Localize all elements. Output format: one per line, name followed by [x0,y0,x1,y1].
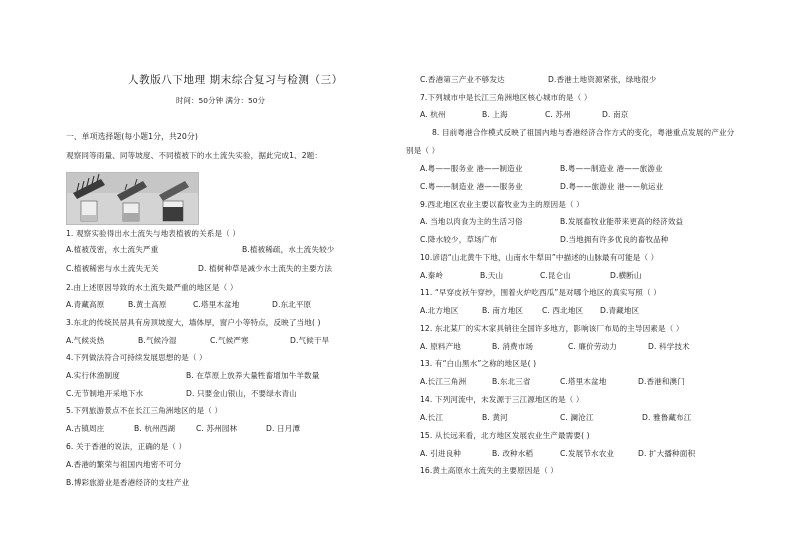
q12-option-c: C. 廉价劳动力 [568,342,617,351]
q6-option-c: C.香港第三产业不够发达 [420,75,505,84]
q4-option-a: A.实行休渔制度 [66,371,120,380]
q15-option-d: D. 扩大播种面积 [638,449,696,458]
q8-option-a: A.粤——服务业 港——制造业 [420,164,523,173]
erosion-experiment-photo [66,172,199,225]
question-7: 7.下列城市中是长江三角洲地区核心城市的是（ ） [420,93,592,102]
question-8-cont: 别是（ ） [406,146,440,155]
q13-option-c: C.塔里木盆地 [560,377,607,386]
question-8: 8. 目前粤港合作模式反映了祖国内地与香港经济合作方式的变化，粤港重点发展的产业分 [432,128,735,137]
question-11: 11. “早穿皮袄午穿纱，围着火炉吃西瓜”是对哪个地区的真实写照（ ） [420,288,661,297]
q1-option-b: B.植被稀疏，水土流失较少 [242,245,335,254]
q3-option-d: D.气候干旱 [290,336,330,345]
q10-option-d: D.横断山 [610,271,642,280]
q4-option-b: B. 在草原上放养大量牲畜增加牛羊数量 [186,371,320,380]
q9-option-a: A. 当地以肉食为主的生活习俗 [420,217,523,226]
q5-option-d: D. 日月潭 [266,424,301,433]
q3-option-a: A.气候炎热 [66,336,105,345]
q15-option-a: A. 引进良种 [420,449,461,458]
question-3: 3.东北的传统民居具有房顶坡度大，墙体厚，窗户小等特点，反映了当地( ) [66,318,321,327]
question-2: 2.由上述原因导致的水土流失最严重的地区是（ ） [66,283,238,292]
exam-time-score: 时间：50分钟 满分：50分 [176,96,266,105]
q14-option-d: D. 雅鲁藏布江 [642,413,692,422]
question-10: 10.谚语“山北黄牛下地，山南水牛犁田”中描述的山脉最有可能是（ ） [420,253,659,262]
q8-option-c: C.粤——制造业 港——服务业 [420,182,523,191]
question-5: 5.下列旅游景点不在长江三角洲地区的是（ ） [66,406,223,415]
q5-option-c: C. 苏州园林 [196,424,238,433]
question-6: 6. 关于香港的说法，正确的是（ ） [66,442,187,451]
q2-option-d: D.东北平原 [272,300,312,309]
q9-option-c: C.降水较少，草场广布 [420,235,498,244]
q11-option-a: A.北方地区 [420,306,459,315]
exam-title: 人教版八下地理 期末综合复习与检测（三） [128,74,343,86]
q9-option-d: D.当地拥有许多优良的畜牧品种 [560,235,669,244]
q7-option-d: D. 南京 [602,110,629,119]
q15-option-c: C.发展节水农业 [560,449,615,458]
question-intro: 观察同等雨量、同等坡度、不同植被下的水土流失实验，据此完成1、2题： [66,151,323,160]
section-heading: 一、单项选择题(每小题1分，共20分) [66,132,199,141]
q13-option-b: B.东北三省 [492,377,531,386]
q6-option-d: D.香港土地资源紧张，绿地很少 [548,75,657,84]
q14-option-a: A.长江 [420,413,444,422]
q5-option-a: A.古镇周庄 [66,424,105,433]
q6-option-b: B.博彩旅游业是香港经济的支柱产业 [66,478,190,487]
q10-option-b: B.天山 [480,271,504,280]
q5-option-b: B. 杭州西湖 [134,424,176,433]
q10-option-c: C.昆仑山 [540,271,571,280]
q14-option-b: B. 黄河 [482,413,508,422]
question-14: 14. 下列河流中，未发源于三江源地区的是（ ） [420,395,584,404]
q9-option-b: B.发展畜牧业能带来更高的经济效益 [560,217,684,226]
q1-option-c: C.植被稀密与水土流失无关 [66,264,159,273]
q8-option-b: B.粤——制造业 港——旅游业 [560,164,663,173]
q13-option-a: A.长江三角洲 [420,377,467,386]
q4-option-d: D. 只要金山银山，不要绿水青山 [186,389,297,398]
q3-option-b: B.气候冷湿 [138,336,177,345]
question-1: 1. 观察实验得出水土流失与地表植被的关系是（ ） [66,229,241,238]
q2-option-b: B.黄土高原 [128,300,167,309]
q2-option-c: C.塔里木盆地 [193,300,240,309]
q6-option-a: A.香港的繁荣与祖国内地密不可分 [66,460,182,469]
q11-option-c: C. 西北地区 [542,306,584,315]
q7-option-b: B. 上海 [482,110,508,119]
q2-option-a: A.青藏高原 [66,300,105,309]
q12-option-a: A. 原料产地 [420,342,461,351]
q7-option-c: C. 苏州 [545,110,571,119]
q11-option-d: D.青藏地区 [600,306,640,315]
question-12: 12. 东北某厂的实木家具销往全国许多地方，影响该厂布局的主导因素是（ ） [420,324,684,333]
q1-option-a: A.植被茂密，水土流失严重 [66,245,159,254]
q12-option-b: B. 消费市场 [492,342,534,351]
q14-option-c: C. 澜沧江 [560,413,594,422]
q4-option-c: C.无节制地开采地下水 [66,389,144,398]
q3-option-c: C.气候严寒 [210,336,249,345]
question-15: 15. 从长远来看，北方地区发展农业生产最需要( ) [420,431,590,440]
q8-option-d: D.粤——旅游业 港——航运业 [560,182,664,191]
q13-option-d: D.香港和澳门 [638,377,685,386]
q10-option-a: A.秦岭 [420,271,444,280]
question-13: 13. 有“白山黑水”之称的地区是( ) [420,359,537,368]
q1-option-d: D. 植树种草是减少水土流失的主要方法 [198,264,333,273]
q15-option-b: B. 改种水稻 [492,449,534,458]
q7-option-a: A. 杭州 [420,110,446,119]
q11-option-b: B. 南方地区 [482,306,524,315]
question-9: 9.西北地区农业主要以畜牧业为主的原因是（ ） [420,200,584,209]
q12-option-d: D. 科学技术 [648,342,690,351]
question-16: 16.黄土高原水土流失的主要原因是（ ） [420,466,558,475]
question-4: 4.下列做法符合可持续发展思想的是（ ） [66,353,207,362]
